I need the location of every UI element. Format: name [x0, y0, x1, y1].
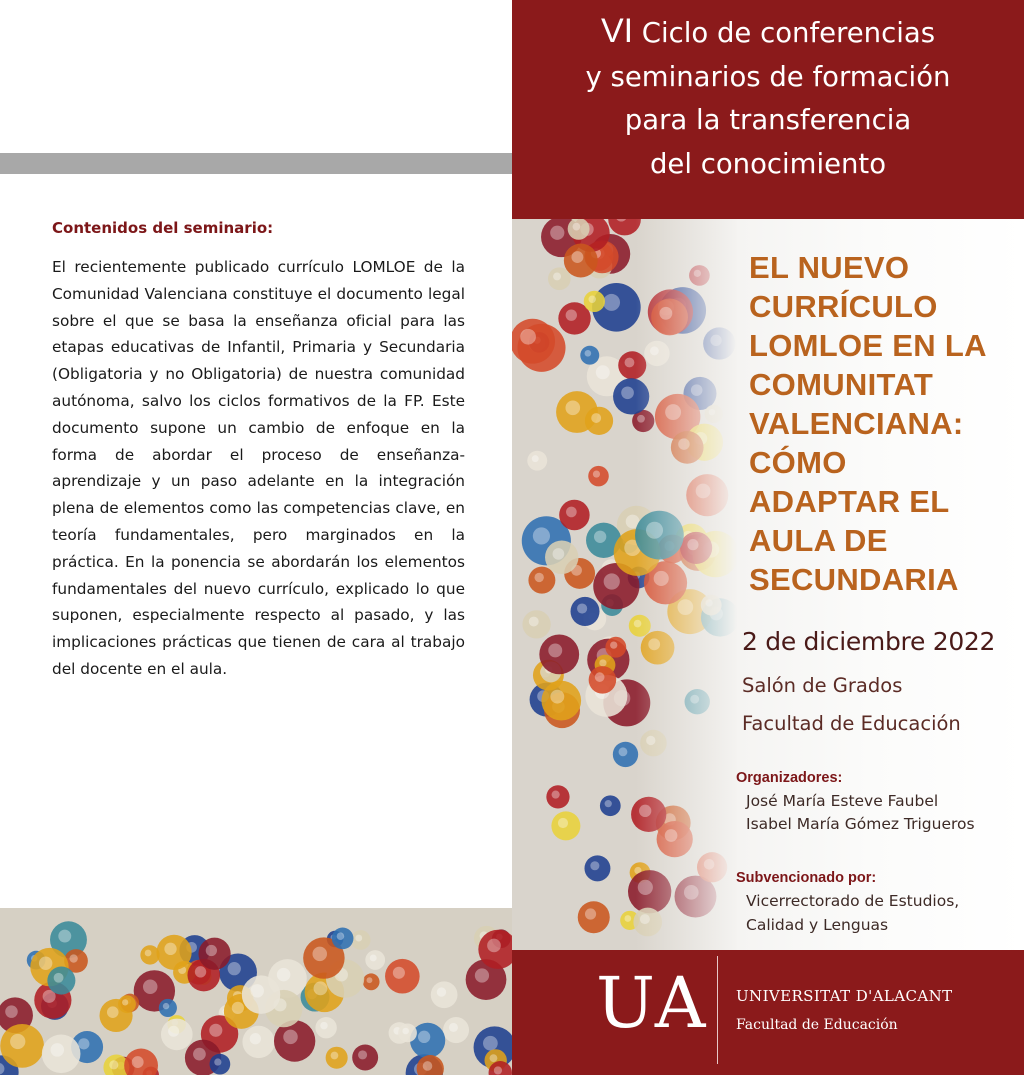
seminar-title-line: EL NUEVO: [749, 250, 910, 285]
cycle-title-line-4: del conocimiento: [649, 147, 887, 180]
seminar-title-line: ADAPTAR EL: [749, 484, 950, 519]
seminar-contents-heading: Contenidos del seminario:: [52, 219, 274, 237]
seminar-title-line: SECUNDARIA: [749, 562, 959, 597]
logo-divider: [717, 956, 718, 1064]
cycle-title-banner: [512, 0, 1024, 219]
university-name: UNIVERSITAT D'ALACANT: [736, 987, 953, 1005]
event-venue: Salón de Grados: [742, 674, 903, 697]
footer-faculty-name: Facultad de Educación: [736, 1017, 898, 1033]
sponsor-line: Vicerrectorado de Estudios,: [746, 892, 960, 910]
university-footer-banner: [512, 950, 1024, 1075]
sponsor-line: Calidad y Lenguas: [746, 916, 889, 934]
seminar-contents-text: El recientemente publicado currículo LOMLOE de la Comunidad Valenciana constituye el documento legal sobre el que se basa la enseñanza oficial para las etapas educativas de Infantil, Primaria y Secundaria (Obligatoria y no Obligatoria) de nuestra comunidad autónoma, salvo los ciclos formativos de la FP. Este documento supone un cambio de enfoque en la forma de abordar el proceso de enseñanza- aprendizaje y un paso adelante en la integración plena de elementos como las competencias clave, en teoría fundamentales, pero marginados en la práctica. En la ponencia se abordarán los elementos fundamentales del nuevo currículo, explicado lo que suponen, especialmente respecto al pasado, y las implicaciones prácticas que tienen de cara al trabajo del docente en el aula.: [52, 258, 465, 678]
organizer-name: José María Esteve Faubel: [746, 792, 939, 810]
event-info-area: [512, 219, 1024, 950]
event-date: 2 de diciembre 2022: [742, 627, 996, 656]
organizer-name: Isabel María Gómez Trigueros: [746, 815, 975, 833]
sponsor-label: Subvencionado por:: [736, 870, 877, 886]
organizers-label: Organizadores:: [736, 770, 843, 786]
cycle-title: [512, 10, 1024, 186]
glass-discs-image: [0, 908, 512, 1075]
seminar-title-line: LOMLOE EN LA: [749, 328, 987, 363]
cycle-title-line-1: Ciclo de conferencias: [633, 17, 936, 49]
event-faculty: Facultad de Educación: [742, 712, 961, 735]
seminar-title-line: VALENCIANA:: [749, 406, 964, 441]
seminar-title-line: AULA DE: [749, 523, 888, 558]
cycle-title-line-2: y seminarios de formación: [585, 60, 951, 93]
seminar-title-line: CÓMO: [749, 445, 847, 480]
glass-art-photo-strip: [512, 219, 737, 950]
seminar-title-line: COMUNITAT: [749, 367, 934, 402]
glass-art-photo-bottom: [0, 908, 512, 1075]
seminar-title: [749, 248, 1019, 599]
ua-logo: UA: [596, 962, 708, 1044]
cycle-number: VI: [600, 12, 634, 50]
seminar-title-line: CURRÍCULO: [749, 289, 938, 324]
cycle-title-line-3: para la transferencia: [624, 104, 912, 136]
right-panel: [512, 0, 1024, 1075]
gray-divider-band: [0, 153, 512, 174]
